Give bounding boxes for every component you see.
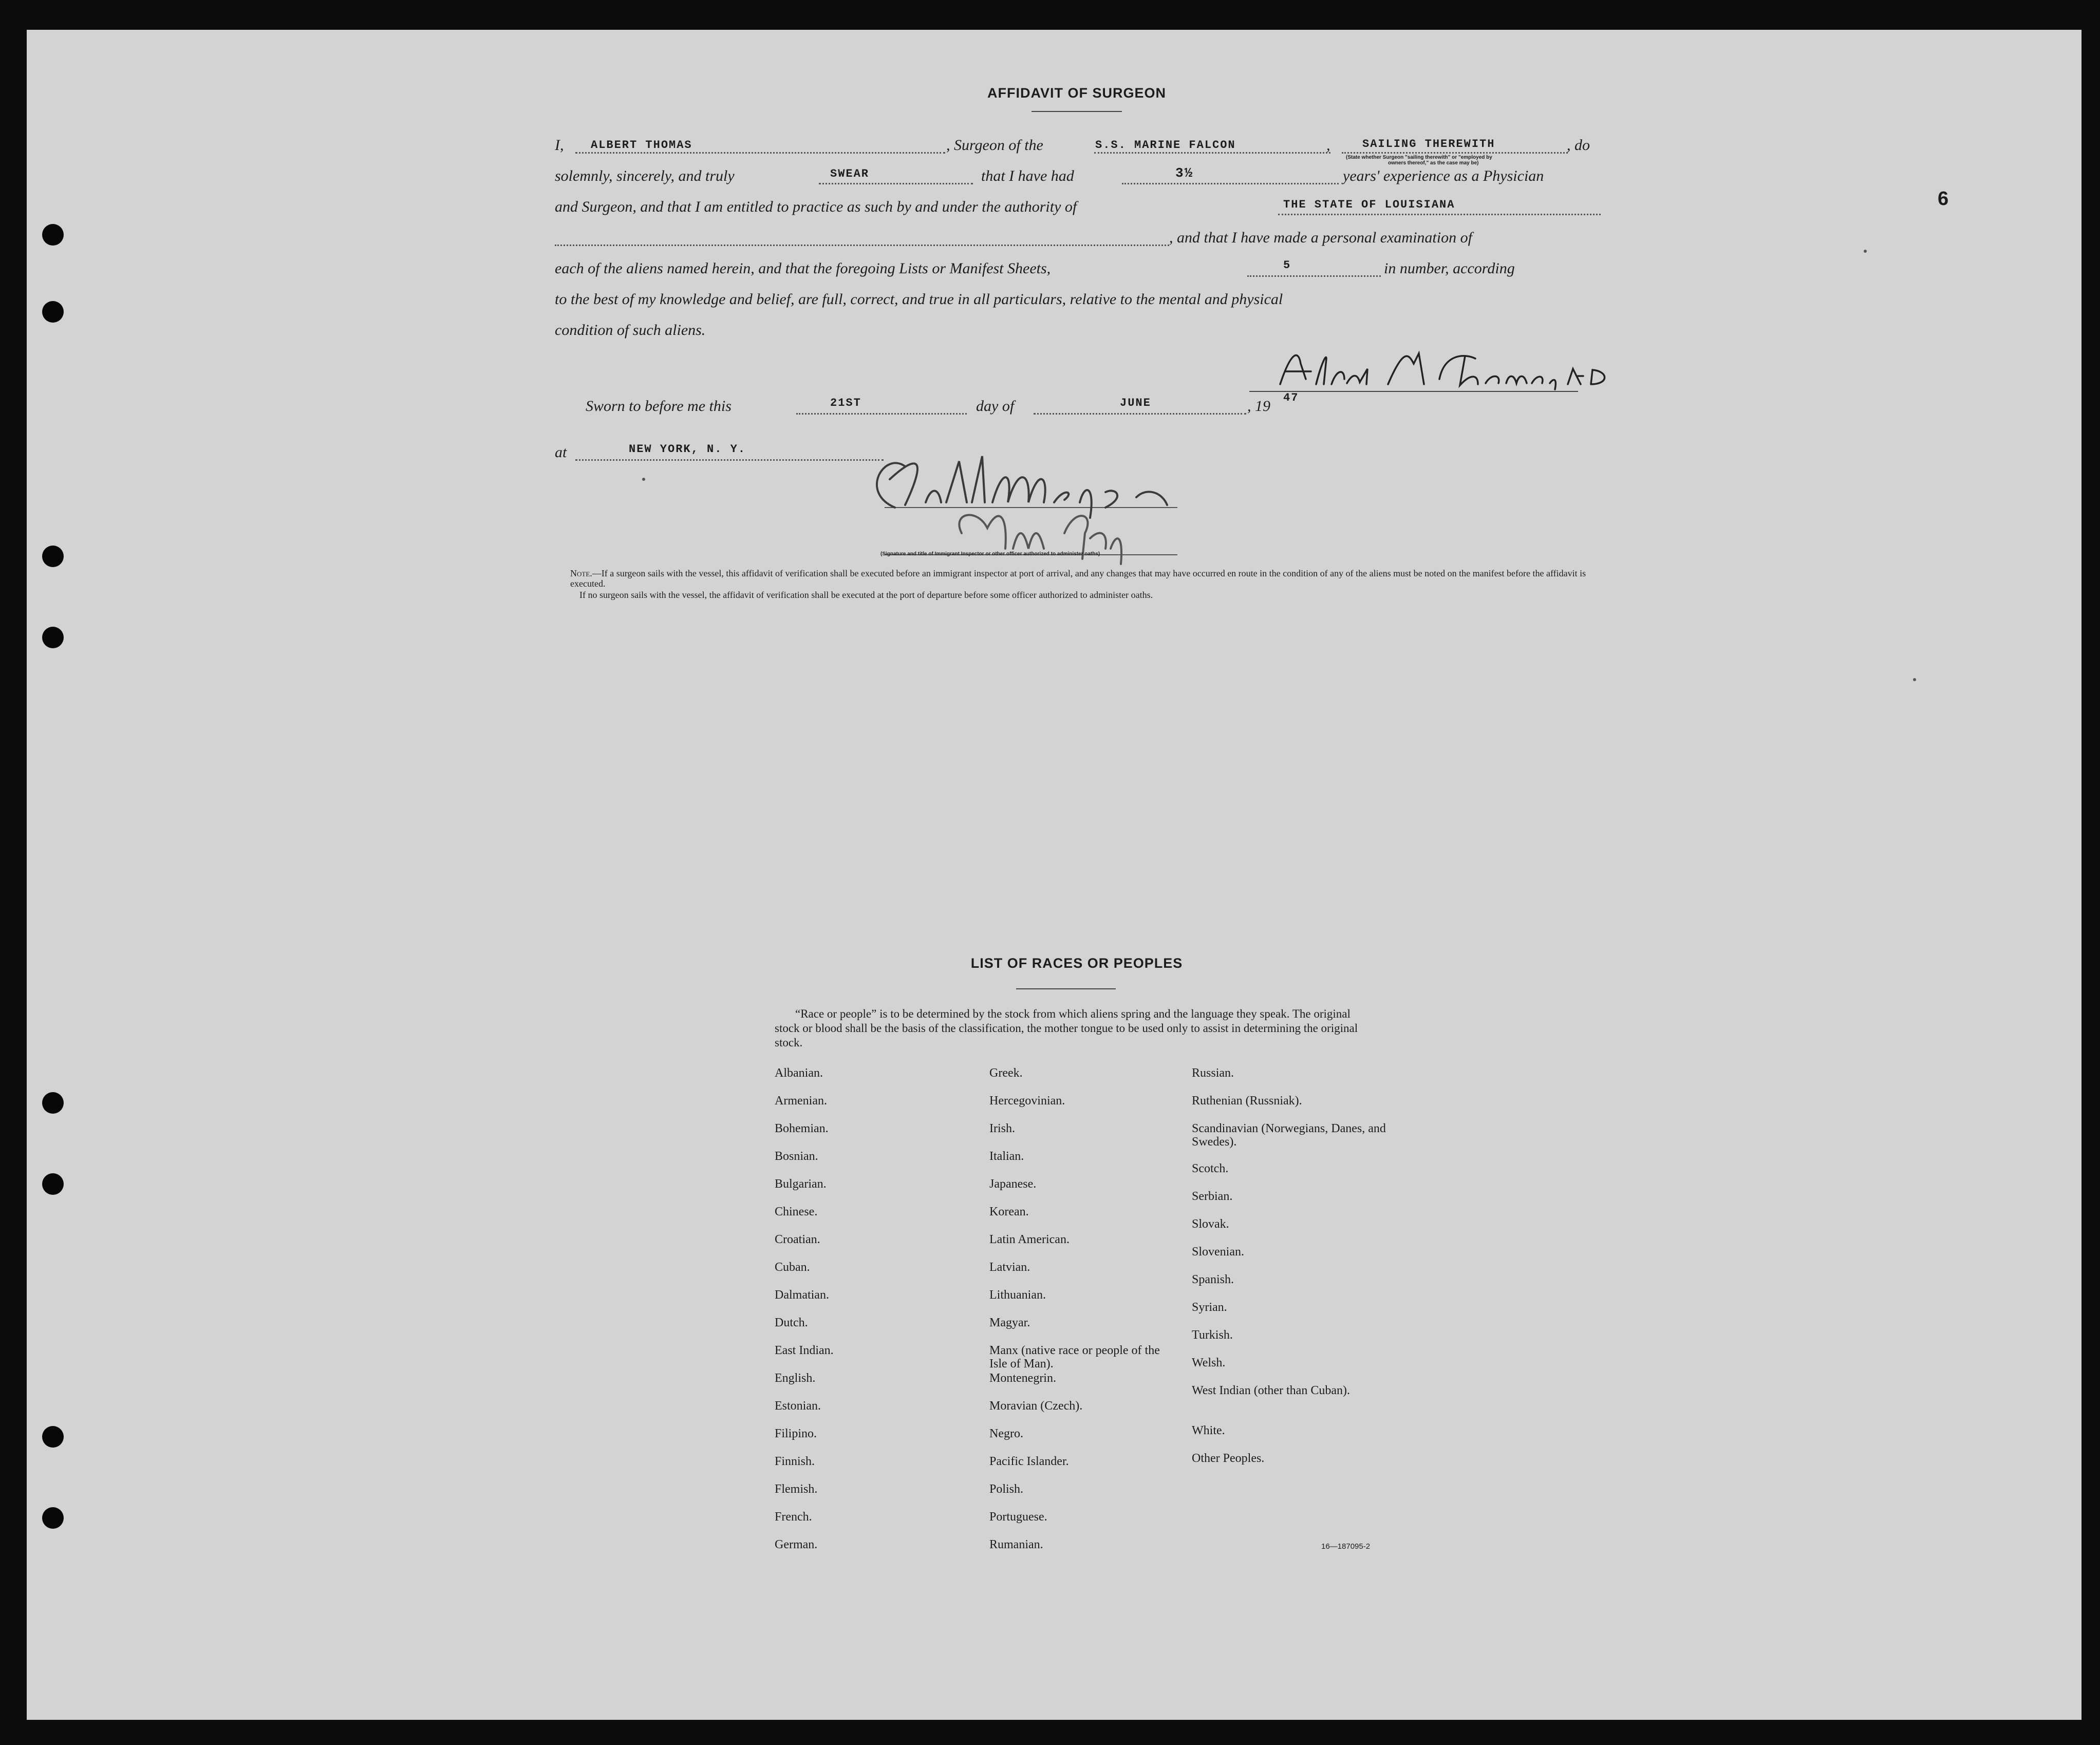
officer-caption: (Signature and title of Immigrant Inspector or other officer authorized to administer oaths) [880, 551, 1100, 557]
race-item: Manx (native race or people of the Isle of Man). [989, 1344, 1160, 1371]
race-item: Bohemian. [775, 1122, 829, 1135]
race-item: Polish. [989, 1483, 1024, 1496]
race-item: Russian. [1192, 1066, 1234, 1080]
vessel-blank [1094, 152, 1330, 154]
at-label: at [555, 444, 567, 461]
affidavit-title: AFFIDAVIT OF SURGEON [987, 85, 1166, 101]
sailing-status: SAILING THEREWITH [1362, 138, 1495, 151]
race-item: Welsh. [1192, 1356, 1226, 1369]
races-intro: “Race or people” is to be determined by the stock from which aliens spring and the language they speak. The original stock or blood shall be the basis of the classification, the mother tongue to be used only to assist in determining the original stock. [775, 1007, 1358, 1049]
stray-mark [642, 478, 645, 481]
race-item: Spanish. [1192, 1273, 1234, 1286]
race-item: Latvian. [989, 1261, 1030, 1274]
sworn-year: 47 [1283, 391, 1299, 404]
surgeon-name: ALBERT THOMAS [591, 139, 692, 152]
note-paragraph-1 [570, 568, 1592, 589]
binding-hole [42, 301, 64, 323]
race-item: Cuban. [775, 1261, 810, 1274]
officer-signature [828, 430, 1198, 585]
race-item: Croatian. [775, 1233, 820, 1246]
authority: THE STATE OF LOUISIANA [1283, 198, 1455, 211]
p6: to the best of my knowledge and belief, are full, correct, and true in all particulars, relative to the mental and physical [555, 291, 1283, 308]
race-item: Italian. [989, 1150, 1024, 1163]
surgeon-signature [1249, 323, 1609, 400]
authority-blank [1278, 214, 1601, 215]
race-item: Slovenian. [1192, 1245, 1244, 1259]
race-item: Greek. [989, 1066, 1023, 1080]
month-blank [1034, 413, 1246, 415]
race-item: Dutch. [775, 1316, 808, 1329]
p1-prefix: I, [555, 137, 564, 154]
sheets-blank [1247, 275, 1381, 277]
race-item: Latin American. [989, 1233, 1070, 1246]
binding-hole [42, 1426, 64, 1448]
note-paragraph-2: If no surgeon sails with the vessel, the affidavit of verification shall be executed at the port of departure before some officer authorized to administer oaths. [579, 590, 1153, 600]
binding-hole [42, 224, 64, 246]
race-item: Portuguese. [989, 1510, 1047, 1524]
authority-blank-2 [555, 245, 1169, 246]
sheets-count: 5 [1283, 259, 1291, 272]
race-item: Flemish. [775, 1483, 818, 1496]
race-item: Finnish. [775, 1455, 815, 1468]
race-item: Syrian. [1192, 1301, 1227, 1314]
binding-hole [42, 546, 64, 567]
race-item: Armenian. [775, 1094, 827, 1108]
oath-blank [819, 183, 973, 184]
binding-hole [42, 1092, 64, 1114]
status-note-line1: (State whether Surgeon "sailing therewith" or "employed by [1346, 155, 1492, 160]
race-item: Hercegovinian. [989, 1094, 1065, 1108]
race-item: Scotch. [1192, 1162, 1229, 1175]
form-number: 16—187095-2 [1321, 1542, 1371, 1551]
race-item: Magyar. [989, 1316, 1030, 1329]
races-title-underline [1016, 988, 1116, 989]
race-item: Irish. [989, 1122, 1015, 1135]
race-item: Moravian (Czech). [989, 1399, 1083, 1413]
binding-hole [42, 627, 64, 648]
p2-prefix: solemnly, sincerely, and truly [555, 167, 735, 184]
race-item: Slovak. [1192, 1217, 1229, 1231]
oath-word: SWEAR [830, 167, 870, 180]
years-experience: 3½ [1175, 165, 1194, 181]
race-item: Turkish. [1192, 1328, 1233, 1342]
race-item: West Indian (other than Cuban). [1192, 1384, 1350, 1397]
race-item: Pacific Islander. [989, 1455, 1069, 1468]
sworn-day: 21ST [830, 397, 861, 409]
years-blank [1122, 183, 1339, 184]
race-item: Rumanian. [989, 1538, 1043, 1551]
page-number: 6 [1938, 188, 1949, 210]
race-item: Bosnian. [775, 1150, 818, 1163]
race-item: Estonian. [775, 1399, 821, 1413]
status-blank [1342, 152, 1568, 154]
race-item: Serbian. [1192, 1190, 1233, 1203]
race-item: English. [775, 1372, 816, 1385]
stray-mark [1913, 678, 1916, 681]
p5-prefix: each of the aliens named herein, and that the foregoing Lists or Manifest Sheets, [555, 260, 1051, 277]
sworn-prefix: Sworn to before me this [586, 398, 732, 415]
p1-do: , do [1567, 137, 1590, 154]
binding-hole [42, 1507, 64, 1529]
p3-prefix: and Surgeon, and that I am entitled to practice as such by and under the authority of [555, 198, 1077, 215]
p7: condition of such aliens. [555, 322, 706, 339]
note-body-1: —If a surgeon sails with the vessel, this affidavit of verification shall be executed before an immigrant inspector at port of arrival, and any changes that may have occurred en route in the condition of any of the aliens must be noted on the manifest before the affidavit is executed. [570, 568, 1586, 589]
p1-surgeon-of: , Surgeon of the [946, 137, 1043, 154]
location: NEW YORK, N. Y. [629, 443, 746, 456]
binding-hole [42, 1173, 64, 1195]
races-title: LIST OF RACES OR PEOPLES [970, 955, 1183, 971]
race-item: Filipino. [775, 1427, 817, 1440]
race-item: Bulgarian. [775, 1177, 827, 1191]
status-note-line2: owners thereof," as the case may be) [1388, 160, 1479, 166]
race-item: Other Peoples. [1192, 1452, 1265, 1465]
sworn-month: JUNE [1120, 397, 1151, 409]
race-item: Negro. [989, 1427, 1023, 1440]
name-blank [575, 152, 945, 154]
day-blank [796, 413, 967, 415]
race-item: Japanese. [989, 1177, 1037, 1191]
p1-comma: , [1326, 137, 1330, 154]
race-item: Korean. [989, 1205, 1029, 1218]
stray-mark [1864, 250, 1867, 253]
sworn-year-prefix: , 19 [1247, 398, 1270, 415]
race-item: Scandinavian (Norwegians, Danes, and Swedes). [1192, 1122, 1386, 1149]
race-item: White. [1192, 1424, 1225, 1437]
race-item: Chinese. [775, 1205, 818, 1218]
p2-suffix: years' experience as a Physician [1343, 167, 1544, 184]
note-lead: Note. [570, 568, 592, 578]
document-sheet [27, 30, 2082, 1720]
sworn-day-of: day of [976, 398, 1015, 415]
race-item: Montenegrin. [989, 1372, 1056, 1385]
race-item: French. [775, 1510, 812, 1524]
vessel-name: S.S. MARINE FALCON [1095, 139, 1236, 152]
race-item: German. [775, 1538, 818, 1551]
race-item: Albanian. [775, 1066, 823, 1080]
title-underline [1032, 111, 1122, 112]
p4-suffix: , and that I have made a personal examination of [1169, 229, 1472, 246]
race-item: Lithuanian. [989, 1288, 1046, 1302]
race-item: Ruthenian (Russniak). [1192, 1094, 1302, 1108]
p5-suffix: in number, according [1384, 260, 1515, 277]
p2-mid: that I have had [981, 167, 1074, 184]
race-item: Dalmatian. [775, 1288, 829, 1302]
race-item: East Indian. [775, 1344, 834, 1357]
